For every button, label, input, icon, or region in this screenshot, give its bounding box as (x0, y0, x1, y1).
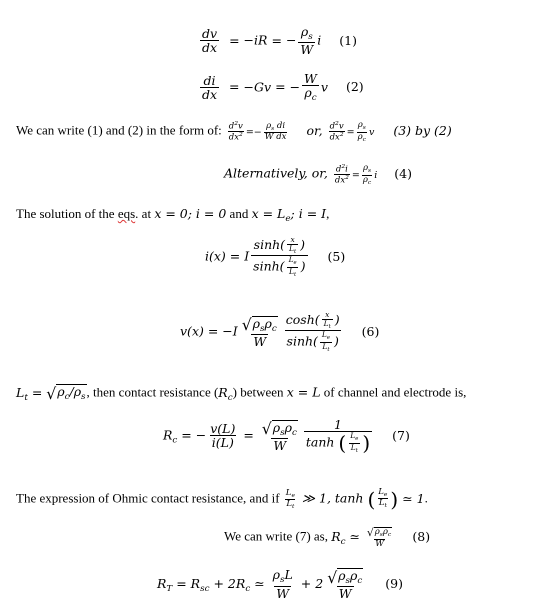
equation-2: $\frac{di}{dx}$ = −Gv = − $\frac{W}{\rho_c}$ v (2) (202, 71, 364, 104)
or-label-1: or, (306, 122, 323, 138)
ohmic-condition-line: The expression of Ohmic contact resistance, and if $\frac{L_e}{L_t}$ ≫ 1, tanh ( $\frac{L_e}{L_t}$ ) ≃ 1. (16, 487, 428, 511)
boundary-text-4: , (326, 206, 330, 221)
equation-5-number: (5) (327, 248, 346, 264)
equation-3-line: We can write (1) and (2) in the form of: $\frac{d^2v}{dx^2}$ =− $\frac{\rho_s di}{\text{W dx}}$ or, $\frac{d^2v}{dx^2}$ = $\frac{\rho_s}{\rho_c}$ v (3) by (2) (16, 120, 452, 144)
boundary-text-1: The solution of the (16, 206, 118, 221)
equation-1: $\frac{dv}{dx}$ = −iR = − $\frac{\rho_s}{W}$ i (1) (202, 24, 357, 58)
or-label-2: or, (311, 165, 328, 181)
equation-3-lead: We can write (1) and (2) in the form of: (16, 122, 222, 138)
equation-1-number: (1) (339, 32, 357, 48)
equation-2-number: (2) (345, 79, 364, 95)
transfer-length-line: $L_t$ = √ $\rho_c/\rho_s$ , then contact resistance $(R_c)$ between x = L of channel and electrode is, (16, 384, 467, 403)
eqs-misspelled-word: eqs (117, 206, 136, 221)
boundary-text-3: and (226, 206, 252, 221)
ohmic-condition-text: The expression of Ohmic contact resistance, and if (16, 490, 283, 506)
equation-8-number: (8) (412, 528, 431, 544)
boundary-conditions-line: The solution of the eqs. at x = 0; i = 0 and $x = L_e$; i = I, (16, 206, 330, 225)
equation-7: $R_c$ = − $\frac{v(L)}{i(L)}$ = √ $\rho_s\rho_c$ W 1 tanh ( $\frac{L_e}{L_t}$ ) (7) (163, 417, 410, 456)
equation-9-number: (9) (385, 575, 403, 591)
equation-6: v(x) = −I √ $\rho_s\rho_c$ W cosh( $\frac{x}{L_t}$ ) sinh( $\frac{L_e}{L_t}$ ) (6) (180, 310, 380, 353)
equation-3-number: (3) by (2) (393, 122, 452, 138)
equation-8-line: We can write (7) as, $R_c$ ≃ √ $\rho_s\rho_c$ W (8) (224, 526, 431, 549)
equation-8-lead: We can write (7) as, (224, 528, 332, 544)
equation-4-line: Alternatively, or, $\frac{d^2i}{dx^2}$ = $\frac{\rho_s}{\rho_c}$ i (4) (224, 163, 412, 187)
equation-7-number: (7) (392, 427, 410, 443)
ohmic-condition-period: . (424, 490, 428, 506)
transfer-length-text-1: , then contact resistance ( (86, 384, 219, 400)
transfer-length-text-3: of channel and electrode is, (320, 384, 467, 400)
equation-6-number: (6) (361, 323, 380, 339)
boundary-text-2: . at (135, 206, 155, 221)
transfer-length-text-2: ) between (232, 384, 287, 400)
equation-5: i(x) = I sinh( $\frac{x}{L_t}$ ) sinh( $\frac{L_e}{L_t}$ ) (5) (205, 235, 346, 278)
alternatively-label: Alternatively, (224, 165, 308, 181)
equation-9: $R_T = R_{sc} + 2R_c$ ≃ $\frac{\rho_sL}{W}$ + 2 √ $\rho_s\rho_c$ W (9) (157, 567, 403, 602)
equation-4-number: (4) (394, 165, 412, 181)
